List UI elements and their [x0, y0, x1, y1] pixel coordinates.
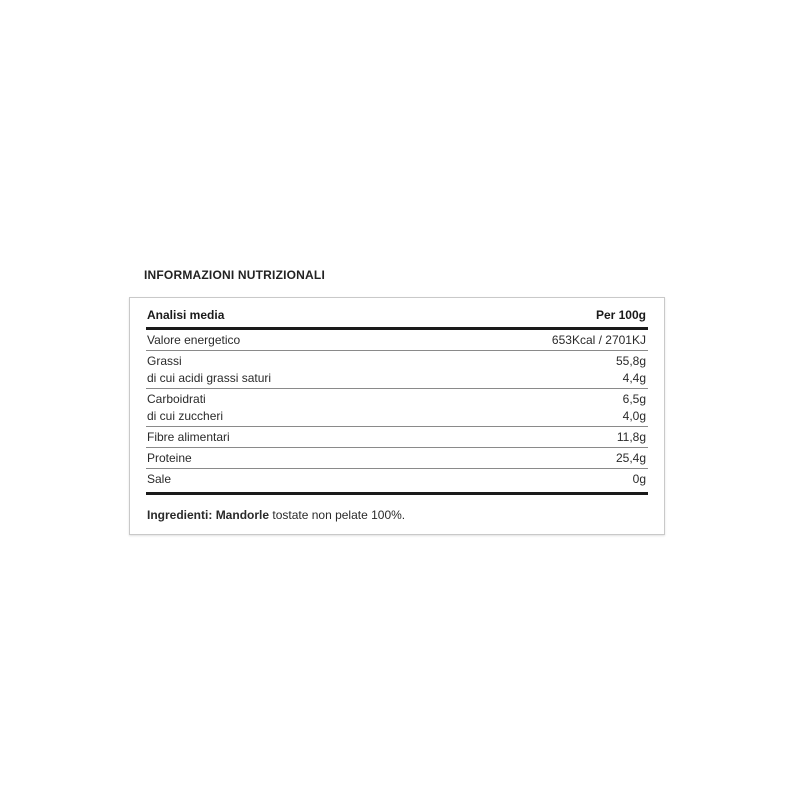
row-value: 653Kcal / 2701KJ	[551, 333, 646, 347]
ingredients-label: Ingredienti:	[147, 508, 213, 522]
row-value: 25,4g	[615, 451, 646, 465]
table-header	[146, 298, 648, 330]
section-title: INFORMAZIONI NUTRIZIONALI	[144, 268, 325, 282]
nutrient-group-protein	[146, 448, 648, 469]
nutrient-group-fats	[146, 351, 648, 389]
table-row	[147, 370, 646, 387]
header-label: Analisi media	[147, 308, 225, 322]
header-value: Per 100g	[595, 308, 646, 322]
nutrition-table	[146, 298, 648, 495]
row-label: di cui acidi grassi saturi	[147, 371, 272, 385]
ingredients-line	[147, 508, 405, 522]
ingredients-rest: tostate non pelate 100%.	[272, 508, 406, 522]
ingredients-main: Mandorle	[215, 508, 270, 522]
row-value: 55,8g	[615, 354, 646, 368]
nutrient-group-salt	[146, 469, 648, 495]
table-row	[147, 471, 646, 488]
row-label: Proteine	[147, 451, 192, 465]
nutrient-group-fibre	[146, 427, 648, 448]
nutrient-group-carbs	[146, 389, 648, 427]
row-value: 11,8g	[616, 430, 646, 444]
table-row	[147, 429, 646, 446]
row-label: Fibre alimentari	[147, 430, 230, 444]
row-value: 6,5g	[622, 392, 646, 406]
row-label: Sale	[147, 472, 172, 486]
nutrition-panel	[129, 297, 665, 535]
table-row	[147, 391, 646, 408]
nutrient-group-energy	[146, 330, 648, 351]
row-value: 4,4g	[622, 371, 646, 385]
table-row	[147, 332, 646, 349]
row-label: Carboidrati	[147, 392, 206, 406]
row-label: di cui zuccheri	[147, 409, 224, 423]
row-value: 0g	[632, 472, 646, 486]
row-value: 4,0g	[622, 409, 646, 423]
table-row	[147, 408, 646, 425]
row-label: Valore energetico	[147, 333, 241, 347]
table-row	[147, 450, 646, 467]
table-row	[147, 353, 646, 370]
row-label: Grassi	[147, 354, 182, 368]
